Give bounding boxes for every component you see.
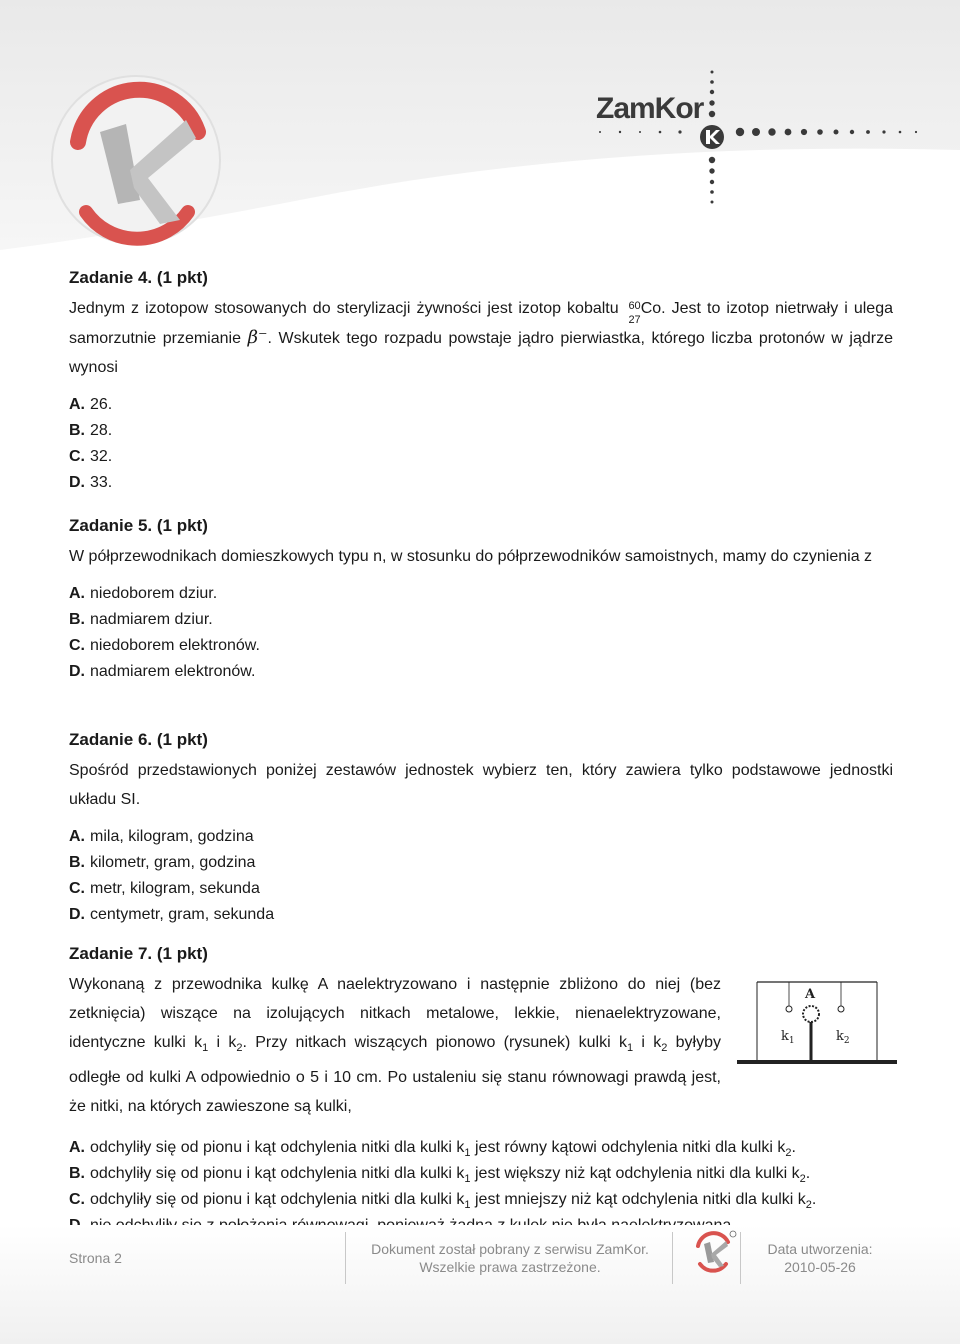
answer-text: . [811, 1191, 817, 1209]
task-7-text-d: i k [633, 1034, 662, 1051]
answer-text: odchyliły się od pionu i kąt odchylenia nitki dla kulki k [90, 1191, 465, 1209]
charged-spheres-figure [737, 976, 897, 1068]
task-6-answer-c[interactable] [69, 876, 893, 902]
task-5-answer-c[interactable] [69, 633, 893, 659]
task-4-text-part2: . Jest to izotop nietrwały i ulega samorzutnie przemianie [69, 300, 893, 347]
nuclide-symbol: Co [640, 300, 662, 317]
date-value: 2010-05-26 [784, 1259, 856, 1275]
task-4-number: Zadanie 4. [69, 268, 153, 287]
footer-logo-icon [690, 1228, 738, 1274]
task-6-answer-a[interactable] [69, 824, 893, 850]
answer-text: jest większy niż kąt odchylenia nitki dla kulki k [470, 1165, 800, 1183]
label-a: A [805, 987, 816, 1002]
task-6 [69, 730, 893, 928]
task-4-answer-b[interactable] [69, 418, 893, 444]
footer-divider [740, 1232, 741, 1284]
sphere-k1 [786, 1006, 792, 1012]
label-k1-sub: 1 [788, 1036, 795, 1046]
subscript: 2 [785, 1147, 792, 1160]
task-5-title [69, 516, 893, 536]
subscript: 2 [661, 1042, 668, 1055]
answer-letter: B. [69, 1165, 85, 1183]
label-k1-letter: k [781, 1029, 789, 1044]
answer-letter: D. [69, 474, 85, 491]
task-6-title [69, 730, 893, 750]
task-4-answer-c[interactable] [69, 444, 893, 470]
subscript: 2 [805, 1199, 812, 1212]
answer-text: 26. [90, 396, 113, 413]
task-7-points: (1 pkt) [156, 944, 208, 963]
answer-letter: C. [69, 637, 85, 654]
answer-text: niedoborem dziur. [90, 585, 218, 602]
sphere-a [803, 1006, 819, 1022]
brand-dot-mark-icon [560, 70, 940, 210]
task-7-text-c: . Przy nitkach wiszących pionowo (rysunek) kulki k [242, 1034, 627, 1051]
subscript: 2 [236, 1042, 243, 1055]
task-4-text-part1: Jednym z izotopow stosowanych do sterylizacji żywności jest izotop kobaltu [69, 300, 619, 317]
task-7-text-a: Wykonaną z przewodnika kulkę A naelektryzowano i następnie zbliżono do niej (bez zetknięcia) wiszące na izolujących nitkach metalowe, lekkie, nienaelektryzowane, identyczne kulki k [69, 976, 721, 1051]
footer-date [745, 1240, 895, 1276]
subscript: 2 [799, 1173, 806, 1186]
task-6-points: (1 pkt) [156, 730, 208, 749]
task-5-answer-d[interactable] [69, 659, 893, 685]
answer-text: centymetr, gram, sekunda [90, 906, 275, 923]
task-6-answer-b[interactable] [69, 850, 893, 876]
answer-text: mila, kilogram, godzina [90, 828, 254, 845]
task-7-answer-c[interactable] [69, 1187, 893, 1213]
task-4-text-part3: . Wskutek tego rozpadu powstaje jądro pierwiastka, którego liczba protonów w jądrze wynosi [69, 330, 893, 376]
cobalt-nuclide [625, 297, 641, 326]
zamkor-logo-icon [48, 72, 223, 247]
task-4-title [69, 268, 893, 288]
answer-text: jest mniejszy niż kąt odchylenia nitki dla kulki k [470, 1191, 806, 1209]
page-number: Strona 2 [69, 1250, 122, 1266]
answer-text: jest równy kątowi odchylenia nitki dla kulki k [470, 1139, 786, 1157]
answer-text: metr, kilogram, sekunda [90, 880, 260, 897]
answer-text: . [791, 1139, 796, 1157]
label-k1 [781, 1029, 795, 1046]
nuclide-atomic-number: 27 [628, 314, 641, 326]
date-label: Data utworzenia: [767, 1241, 873, 1257]
source-line-1: Dokument został pobrany z serwisu ZamKor. [371, 1241, 649, 1257]
task-6-answers [69, 824, 893, 928]
task-6-question: Spośród przedstawionych poniżej zestawów jednostek wybierz ten, który zawiera tylko podstawowe jednostki układu SI. [69, 762, 893, 808]
answer-letter: A. [69, 1139, 85, 1157]
answer-letter: D. [69, 663, 85, 680]
footer-source [360, 1240, 660, 1276]
answer-text: . [805, 1165, 811, 1183]
answer-letter: C. [69, 448, 85, 465]
subscript: 1 [464, 1199, 471, 1212]
answer-text: niedoborem elektronów. [90, 637, 260, 654]
nuclide-mass-number: 60 [628, 300, 641, 312]
task-5 [69, 516, 893, 685]
answer-letter: A. [69, 828, 85, 845]
answer-text: nadmiarem elektronów. [90, 663, 256, 680]
task-4-answer-d[interactable] [69, 470, 893, 496]
task-5-question: W półprzewodnikach domieszkowych typu n, w stosunku do półprzewodników samoistnych, mamy do czynienia z [69, 548, 873, 565]
answer-letter: C. [69, 880, 85, 897]
task-7-number: Zadanie 7. [69, 944, 153, 963]
task-7-answers [69, 1135, 893, 1239]
subscript: 1 [464, 1147, 471, 1160]
source-line-2: Wszelkie prawa zastrzeżone. [419, 1259, 601, 1275]
answer-letter: B. [69, 422, 85, 439]
beta-minus-symbol: β⁻ [247, 327, 268, 348]
task-7-text-b: i k [208, 1034, 237, 1051]
answer-text: 28. [90, 422, 113, 439]
task-4-points: (1 pkt) [156, 268, 208, 287]
answer-text: odchyliły się od pionu i kąt odchylenia nitki dla kulki k [90, 1139, 465, 1157]
task-4 [69, 268, 893, 496]
task-7-answer-b[interactable] [69, 1161, 893, 1187]
answer-text: odchyliły się od pionu i kąt odchylenia nitki dla kulki k [90, 1165, 465, 1183]
task-5-points: (1 pkt) [156, 516, 208, 535]
task-4-answers [69, 392, 893, 496]
task-5-number: Zadanie 5. [69, 516, 153, 535]
task-4-answer-a[interactable] [69, 392, 893, 418]
task-7-question [69, 970, 721, 1121]
task-4-question [69, 294, 893, 382]
answer-text: 32. [90, 448, 113, 465]
task-7-title [69, 944, 893, 964]
answer-letter: B. [69, 611, 85, 628]
answer-text: 33. [90, 474, 113, 491]
label-k2-sub: 2 [843, 1036, 850, 1046]
task-5-answers [69, 581, 893, 685]
answer-letter: B. [69, 854, 85, 871]
subscript: 1 [626, 1042, 634, 1055]
answer-letter: A. [69, 396, 85, 413]
task-5-answer-a[interactable] [69, 581, 893, 607]
task-7-answer-a[interactable] [69, 1135, 893, 1161]
answer-text: kilometr, gram, godzina [90, 854, 256, 871]
answer-letter: C. [69, 1191, 85, 1209]
sphere-k2 [838, 1006, 844, 1012]
task-5-answer-b[interactable] [69, 607, 893, 633]
label-k2 [836, 1029, 850, 1046]
task-7-text-e: byłyby odległe od kulki A odpowiednio o 5 i 10 cm. Po ustaleniu się stanu równowagi prawdą jest, że nitki, na których zawieszone są kulki, [69, 1034, 722, 1116]
task-6-number: Zadanie 6. [69, 730, 153, 749]
subscript: 1 [202, 1042, 209, 1055]
task-6-answer-d[interactable] [69, 902, 893, 928]
subscript: 1 [464, 1173, 471, 1186]
answer-text: nadmiarem dziur. [90, 611, 213, 628]
label-k2-letter: k [836, 1029, 844, 1044]
footer-divider [345, 1232, 346, 1284]
footer-divider [672, 1232, 673, 1284]
answer-letter: A. [69, 585, 85, 602]
answer-letter: D. [69, 906, 85, 923]
brand-name: ZamKor [596, 92, 704, 125]
